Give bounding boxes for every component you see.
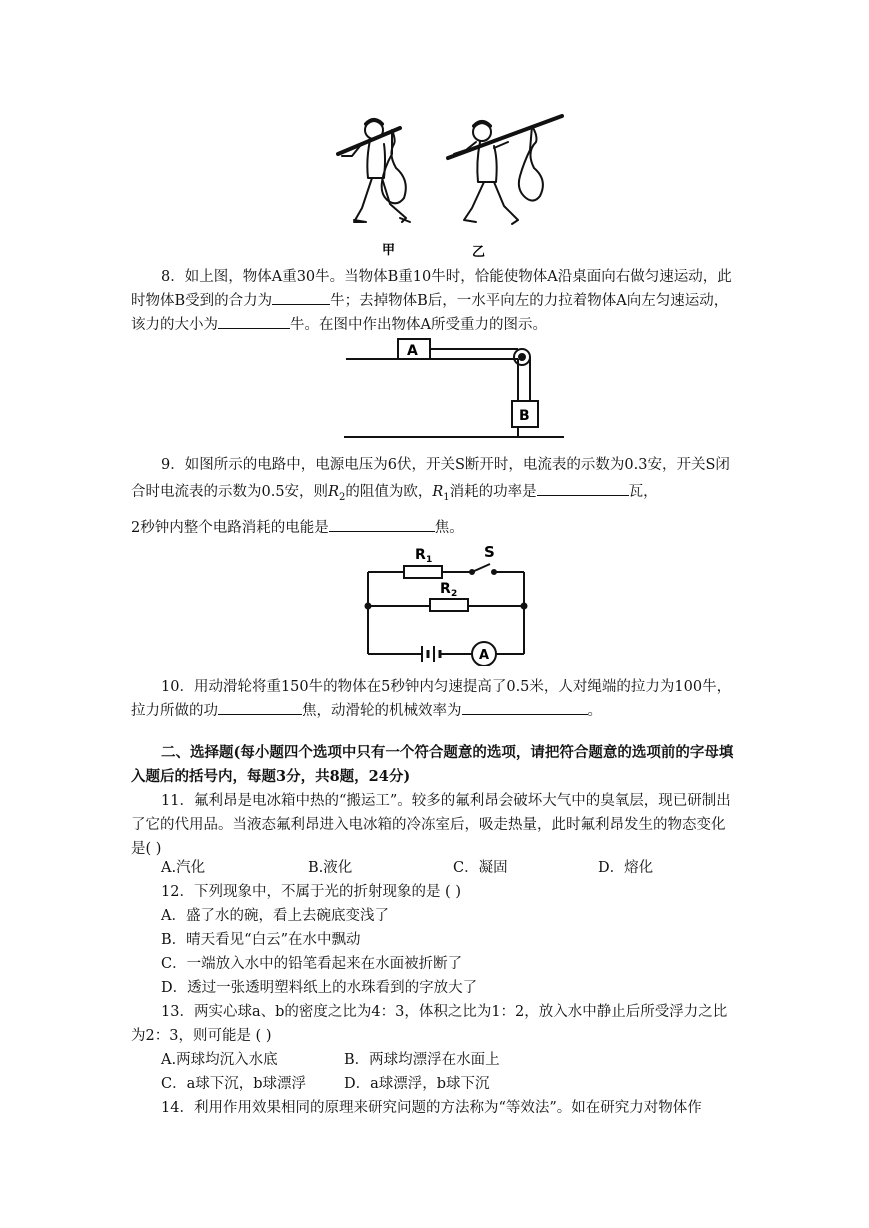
q9-text-1: 9．如图所示的电路中，电源电压为6伏，开关S断开时，电流表的示数为0.3安，开关S闭合时电流表的示数为0.5安，则 [131,457,730,500]
circuit-ammeter-label: A [479,648,490,663]
q11-option-a[interactable]: A.汽化 [161,860,206,876]
fig-label-yi: 乙 [472,245,486,260]
q9-blank-1[interactable] [537,481,629,496]
q9-r1-sub: 1 [443,491,450,503]
q12-option-c[interactable]: C．一端放入水中的铅笔看起来在水面被折断了 [161,956,463,972]
q10-blank-1[interactable] [218,700,302,715]
q12-option-b[interactable]: B．晴天看见“白云”在水中飘动 [161,932,361,948]
q13-option-a[interactable]: A.两球均沉入水底 [161,1052,278,1068]
q10-text-2: 焦，动滑轮的机械效率为 [302,703,462,719]
pulley-figure [340,333,570,445]
question-8 [131,265,739,337]
question-9-line-3 [131,516,739,540]
q8-blank-2[interactable] [218,314,290,329]
question-10 [131,675,739,723]
q8-text-2: 牛；去掉物体B后，一水平向左的力拉着物体A向左匀速运动，该力的大小为 [131,293,729,333]
q8-blank-1[interactable] [272,290,330,305]
q9-text-4: 瓦， [628,484,658,500]
section-2-heading: 二、选择题(每小题四个选项中只有一个符合题意的选项，请把符合题意的选项前的字母填入题后的括号内，每题3分，共8题，24分) [131,744,734,785]
q9-blank-2[interactable] [329,517,435,532]
q8-text-3: 牛。在图中作出物体A所受重力的图示。 [290,317,547,333]
q11-option-b[interactable]: B.液化 [308,860,353,876]
block-b-label: B [519,408,530,424]
q9-text-5: 2秒钟内整个电路消耗的电能是 [131,520,329,536]
q13-option-d[interactable]: D．a球漂浮，b球下沉 [344,1076,490,1092]
q9-text-2: 的阻值为欧， [345,484,433,500]
q10-blank-2[interactable] [462,700,588,715]
block-a-label: A [407,343,418,359]
fig-label-jia: 甲 [382,243,396,258]
question-12: 12．下列现象中，不属于光的折射现象的是 ( ) [161,884,461,900]
question-13: 13．两实心球a、b的密度之比为4：3，体积之比为1：2，放入水中静止后所受浮力之比为2：3，则可能是 ( ) [131,1004,728,1044]
q12-option-a[interactable]: A．盛了水的碗，看上去碗底变浅了 [161,908,389,924]
question-11: 11．氟利昂是电冰箱中热的“搬运工”。较多的氟利昂会破坏大气中的臭氧层，现已研制出了它的代用品。当液态氟利昂进入电冰箱的冷冻室后，吸走热量，此时氟利昂发生的物态变化是( ) [131,793,731,857]
circuit-r2-label: R [440,581,451,597]
q11-option-c[interactable]: C．凝固 [453,860,508,876]
q9-r2-sub: 2 [338,491,346,503]
circuit-figure [360,542,535,666]
q11-option-d[interactable]: D．熔化 [598,860,654,876]
q9-text-3: 消耗的功率是 [449,484,537,500]
q13-option-c[interactable]: C．a球下沉，b球漂浮 [161,1076,307,1092]
question-9 [131,452,739,511]
q10-text-3: 。 [587,703,602,719]
circuit-r2-sub: 2 [451,589,458,599]
circuit-r1-label: R [415,547,426,563]
question-14: 14．利用作用效果相同的原理来研究问题的方法称为“等效法”。如在研究力对物体作 [161,1100,702,1116]
q13-option-b[interactable]: B．两球均漂浮在水面上 [344,1052,500,1068]
circuit-switch-label: S [484,543,495,561]
carrying-figure [330,112,570,262]
q10-text-1: 10．用动滑轮将重150牛的物体在5秒钟内匀速提高了0.5米，人对绳端的拉力为100牛，拉力所做的功 [131,679,732,719]
q9-r1: R [432,484,444,500]
q9-r2: R [328,484,339,500]
q8-text-1: 8．如上图，物体A重30牛。当物体B重10牛时，恰能使物体A沿桌面向右做匀速运动，此时物体B受到的合力为 [131,269,732,309]
q12-option-d[interactable]: D．透过一张透明塑料纸上的水珠看到的字放大了 [161,980,478,996]
q9-text-6: 焦。 [434,520,464,536]
circuit-r1-sub: 1 [426,555,433,565]
